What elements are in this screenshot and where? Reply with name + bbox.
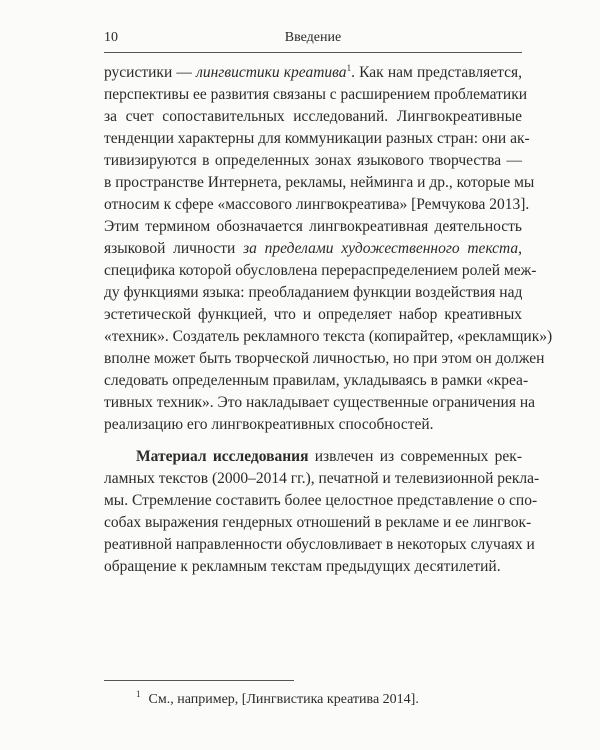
text-line: тивизируются в определенных зонах языкового творчества — bbox=[104, 152, 522, 169]
italic-phrase: за пределами художественного текста bbox=[243, 240, 519, 257]
text-span: извлечен из современных рек- bbox=[308, 448, 522, 465]
footnote-separator bbox=[104, 680, 294, 681]
text-line: мы. Стремление составить более целостное представление о спо- bbox=[104, 492, 538, 509]
text-span: языковой личности bbox=[104, 240, 244, 257]
text-line: Этим термином обозначается лингвокреативная деятельность bbox=[104, 218, 522, 235]
text-line bbox=[104, 62, 522, 84]
page-number: 10 bbox=[104, 30, 118, 45]
text-line: специфика которой обусловлена перераспределением ролей меж- bbox=[104, 262, 537, 279]
text-line: за счет сопоставительных исследований. Лингвокреативные bbox=[104, 108, 522, 125]
text-line: в пространстве Интернета, рекламы, нейминга и др., которые мы bbox=[104, 174, 535, 191]
text-line: реативной направленности обусловливает в некоторых случаях и bbox=[104, 536, 535, 553]
text-line: ламных текстов (2000–2014 гг.), печатной и телевизионной рекла- bbox=[104, 470, 540, 487]
text-line: относим к сфере «массового лингвокреатива» [Ремчукова 2013]. bbox=[104, 196, 530, 213]
text-line: следовать определенным правилам, укладываясь в рамки «креа- bbox=[104, 372, 529, 389]
footnote-marker: 1 bbox=[136, 689, 141, 699]
text-line: перспективы ее развития связаны с расширением проблематики bbox=[104, 86, 528, 103]
text-line bbox=[104, 446, 522, 468]
text-line: обращение к рекламным текстам предыдущих десятилетий. bbox=[104, 558, 501, 575]
text-line: тенденции характерны для коммуникации разных стран: они ак- bbox=[104, 130, 530, 147]
footnote bbox=[136, 690, 522, 710]
italic-term: лингвистики креатива bbox=[196, 64, 347, 81]
text-line: собах выражения гендерных отношений в рекламе и ее лингвок- bbox=[104, 514, 532, 531]
text-line: вполне может быть творческой личностью, но при этом он должен bbox=[104, 350, 545, 367]
body-text bbox=[104, 62, 553, 578]
text-line bbox=[104, 238, 522, 260]
text-line: ду функциями языка: преобладанием функции воздействия над bbox=[104, 284, 523, 301]
page-header bbox=[104, 24, 522, 53]
text-span: , bbox=[518, 240, 522, 257]
text-span: русистики — bbox=[104, 64, 197, 81]
bold-term: Материал исследования bbox=[136, 448, 309, 465]
running-head: Введение bbox=[284, 30, 342, 45]
footnote-text: См., например, [Лингвистика креатива 2014]. bbox=[148, 692, 419, 707]
text-line: реализацию его лингвокреативных способностей. bbox=[104, 416, 434, 433]
footnote-ref: 1 bbox=[346, 63, 352, 73]
text-line: эстетической функцией, что и определяет набор креативных bbox=[104, 306, 522, 323]
text-span: . Как нам представляется, bbox=[351, 64, 523, 81]
text-line: «техник». Создатель рекламного текста (копирайтер, «рекламщик») bbox=[104, 328, 553, 345]
text-line: тивных техник». Это накладывает существенные ограничения на bbox=[104, 394, 536, 411]
